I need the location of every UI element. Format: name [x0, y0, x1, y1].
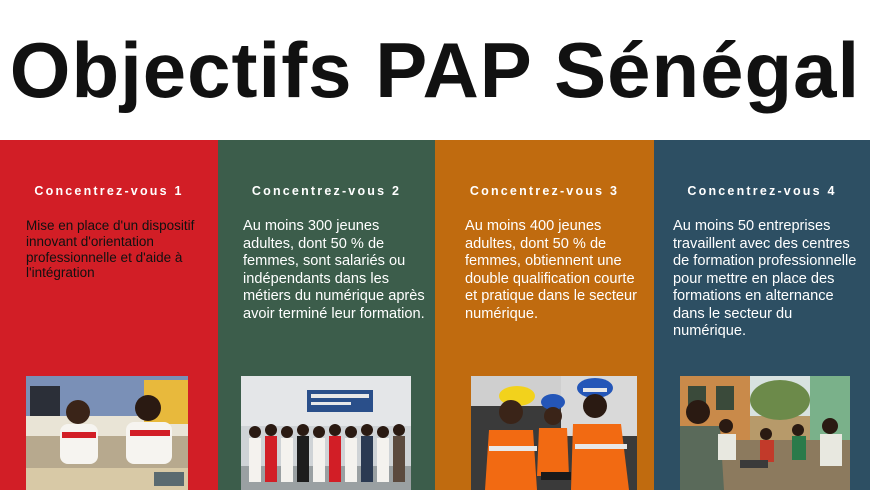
- panel-text: Mise en place d'un dispositif innovant d'orientation professionnelle et d'aide à l'intégration: [26, 218, 195, 281]
- objectives-panels: [0, 140, 870, 490]
- technicians-photo: [471, 376, 637, 490]
- group-photo: [241, 376, 411, 490]
- panel-heading: Concentrez-vous 4: [687, 184, 837, 198]
- panel-text: Au moins 400 jeunes adultes, dont 50 % de femmes, obtiennent une double qualification courte et pratique dans le secteur numérique.: [465, 218, 637, 322]
- panel-text: Au moins 300 jeunes adultes, dont 50 % de femmes, sont salariés ou indépendants dans les métiers du numérique après avoir terminé leur formation.: [243, 218, 425, 322]
- panel-focus-2: [218, 140, 435, 490]
- panel-text: Au moins 50 entreprises travaillent avec des centres de formation professionnelle pour mettre en place des formations en alternance dans le secteur du numérique.: [673, 218, 857, 339]
- page-title: Objectifs PAP Sénégal: [9, 25, 861, 114]
- panel-heading: Concentrez-vous 1: [34, 184, 184, 198]
- panel-heading: Concentrez-vous 3: [469, 184, 620, 198]
- outdoor-meeting-photo: [680, 376, 850, 490]
- office-workers-photo: [26, 376, 188, 490]
- panel-heading: Concentrez-vous 2: [251, 184, 402, 198]
- panel-focus-1: [0, 140, 218, 490]
- panel-focus-4: [654, 140, 870, 490]
- panel-focus-3: [435, 140, 654, 490]
